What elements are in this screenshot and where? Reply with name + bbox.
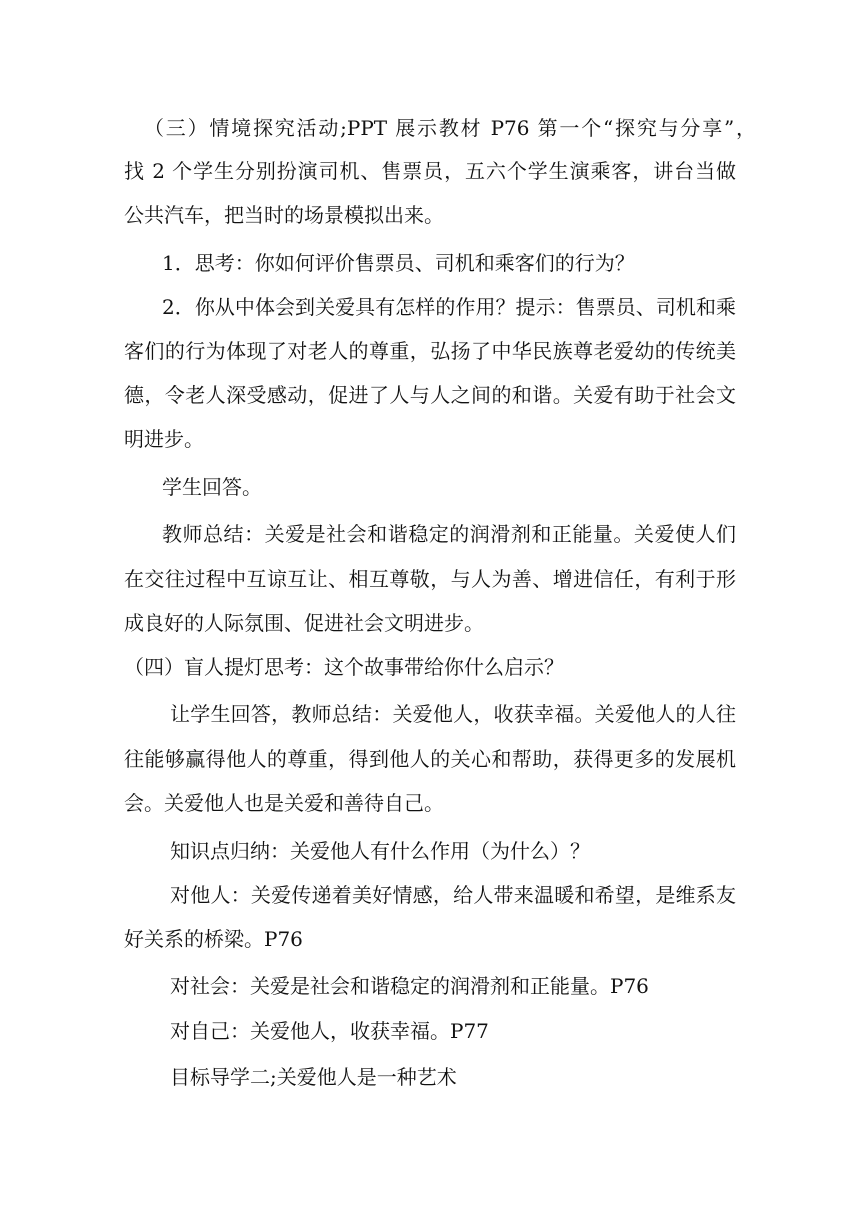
to-others-line-2: 好关系的桥梁。P76 <box>124 927 303 951</box>
question-1: 1．思考：你如何评价售票员、司机和乘客们的行为？ <box>162 251 635 275</box>
student-answer: 学生回答。 <box>162 475 262 499</box>
teacher-summary-2-line-3: 会。关爱他人也是关爱和善待自己。 <box>124 791 444 815</box>
teacher-summary-1-line-2: 在交往过程中互谅互让、相互尊敬，与人为善、增进信任，有利于形 <box>124 567 736 591</box>
section-4-title: （四）盲人提灯思考：这个故事带给你什么启示？ <box>124 655 564 679</box>
to-self: 对自己：关爱他人，收获幸福。P77 <box>170 1019 489 1043</box>
situation-activity-line-3: 公共汽车，把当时的场景模拟出来。 <box>124 203 444 227</box>
question-2-line-4: 明进步。 <box>124 427 204 451</box>
question-2-line-2: 客们的行为体现了对老人的尊重，弘扬了中华民族尊老爱幼的传统美 <box>124 339 736 363</box>
question-2-line-3: 德，令老人深受感动，促进了人与人之间的和谐。关爱有助于社会文 <box>124 383 736 407</box>
to-others-line-1: 对他人：关爱传递着美好情感，给人带来温暖和希望，是维系友 <box>170 883 736 907</box>
knowledge-summary: 知识点归纳：关爱他人有什么作用（为什么）？ <box>170 839 590 863</box>
to-society: 对社会：关爱是社会和谐稳定的润滑剂和正能量。P76 <box>170 974 649 998</box>
situation-activity-line-2: 找 2 个学生分别扮演司机、售票员，五六个学生演乘客，讲台当做 <box>124 159 736 183</box>
situation-activity-line-1: （三）情境探究活动;PPT 展示教材 P76 第一个“探究与分享”， <box>144 116 756 140</box>
teacher-summary-2-line-1: 让学生回答，教师总结：关爱他人，收获幸福。关爱他人的人往 <box>170 702 736 726</box>
goal-2-title: 目标导学二;关爱他人是一种艺术 <box>170 1065 457 1089</box>
teacher-summary-2-line-2: 往能够赢得他人的尊重，得到他人的关心和帮助，获得更多的发展机 <box>124 747 736 771</box>
question-2-line-1: 2．你从中体会到关爱具有怎样的作用？提示：售票员、司机和乘 <box>162 295 736 319</box>
teacher-summary-1-line-1: 教师总结：关爱是社会和谐稳定的润滑剂和正能量。关爱使人们 <box>162 522 736 546</box>
teacher-summary-1-line-3: 成良好的人际氛围、促进社会文明进步。 <box>124 611 484 635</box>
